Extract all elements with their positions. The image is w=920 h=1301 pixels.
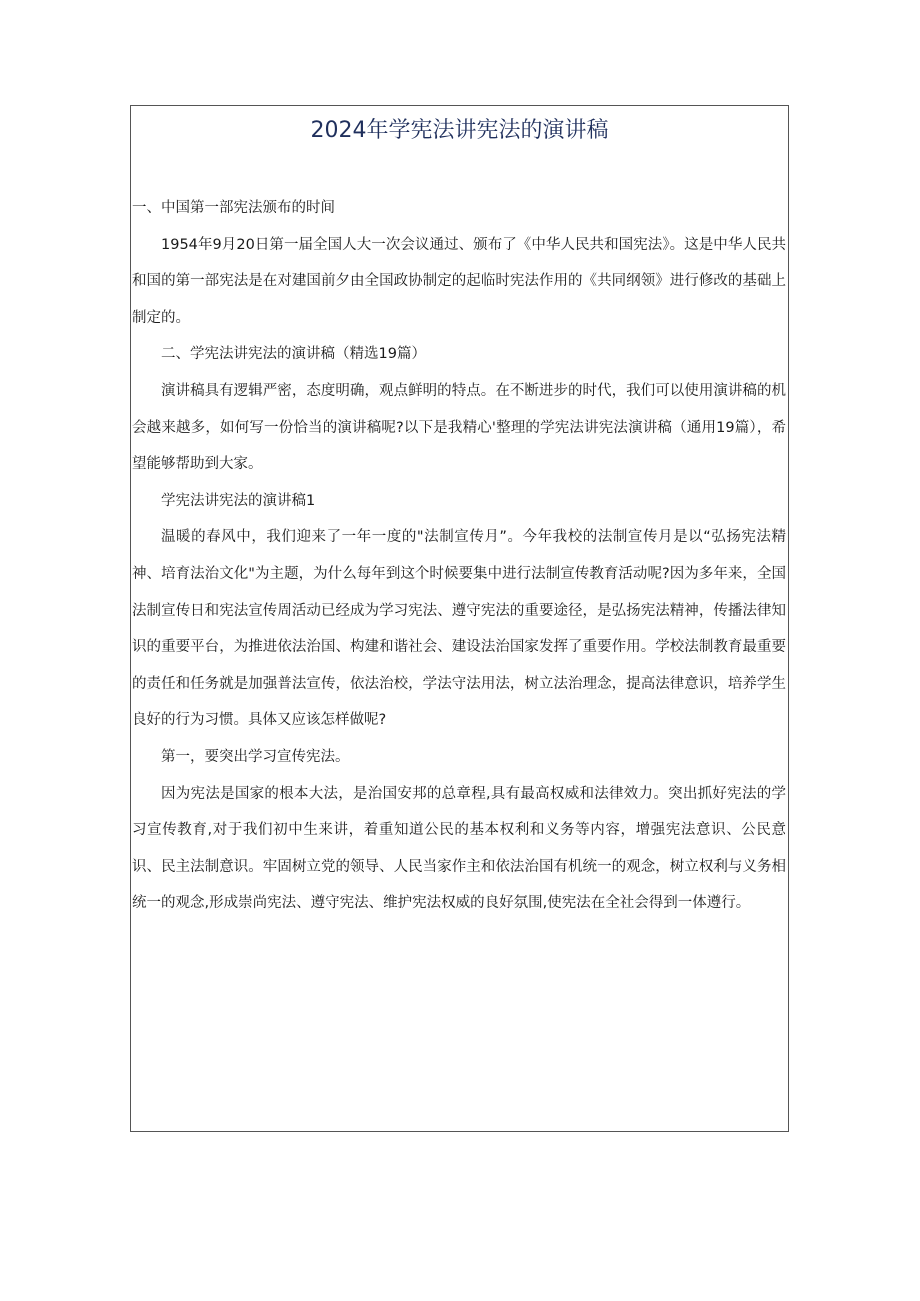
speech-heading-1: 学宪法讲宪法的演讲稿1 bbox=[161, 492, 316, 509]
section-heading-2: 二、学宪法讲宪法的演讲稿（精选19篇） bbox=[161, 346, 426, 363]
document-body bbox=[131, 190, 788, 922]
paragraph-1: 1954年9月20日第一届全国人大一次会议通过、颁布了《中华人民共和国宪法》。这是中华人民共和国的第一部宪法是在对建国前夕由全国政协制定的起临时宪法作用的《共同纲领》进行修改的基础上制定的。 bbox=[132, 236, 786, 326]
document-title: 2024年学宪法讲宪法的演讲稿 bbox=[310, 118, 609, 143]
point-heading-1: 第一，要突出学习宣传宪法。 bbox=[161, 748, 350, 765]
document-page bbox=[130, 105, 789, 1132]
paragraph-3: 温暖的春风中，我们迎来了一年一度的"法制宣传月”。今年我校的法制宣传月是以“弘扬宪法精神、培育法治文化"为主题，为什么每年到这个时候要集中进行法制宣传教育活动呢?因为多年来，全国法制宣传日和宪法宣传周活动已经成为学习宪法、遵守宪法的重要途径，是弘扬宪法精神，传播法律知识的重要平台，为推进依法治国、构建和谐社会、建设法治国家发挥了重要作用。学校法制教育最重要的责任和任务就是加强普法宣传，依法治校，学法守法用法，树立法治理念，提高法律意识，培养学生良好的行为习惯。具体又应该怎样做呢? bbox=[132, 529, 786, 729]
paragraph-2: 演讲稿具有逻辑严密，态度明确，观点鲜明的特点。在不断进步的时代，我们可以使用演讲稿的机会越来越多，如何写一份恰当的演讲稿呢?以下是我精心'整理的学宪法讲宪法演讲稿（通用19篇），希望能够帮助到大家。 bbox=[132, 382, 786, 473]
section-heading-1: 一、中国第一部宪法颁布的时间 bbox=[132, 200, 335, 216]
paragraph-4: 因为宪法是国家的根本大法，是治国安邦的总章程,具有最高权威和法律效力。突出抓好宪法的学习宣传教育,对于我们初中生来讲，着重知道公民的基本权利和义务等内容，增强宪法意识、公民意识、民主法制意识。牢固树立党的领导、人民当家作主和依法治国有机统一的观念，树立权利与义务相统一的观念,形成崇尚宪法、遵守宪法、维护宪法权威的良好氛围,使宪法在全社会得到一体遵行。 bbox=[132, 785, 786, 912]
